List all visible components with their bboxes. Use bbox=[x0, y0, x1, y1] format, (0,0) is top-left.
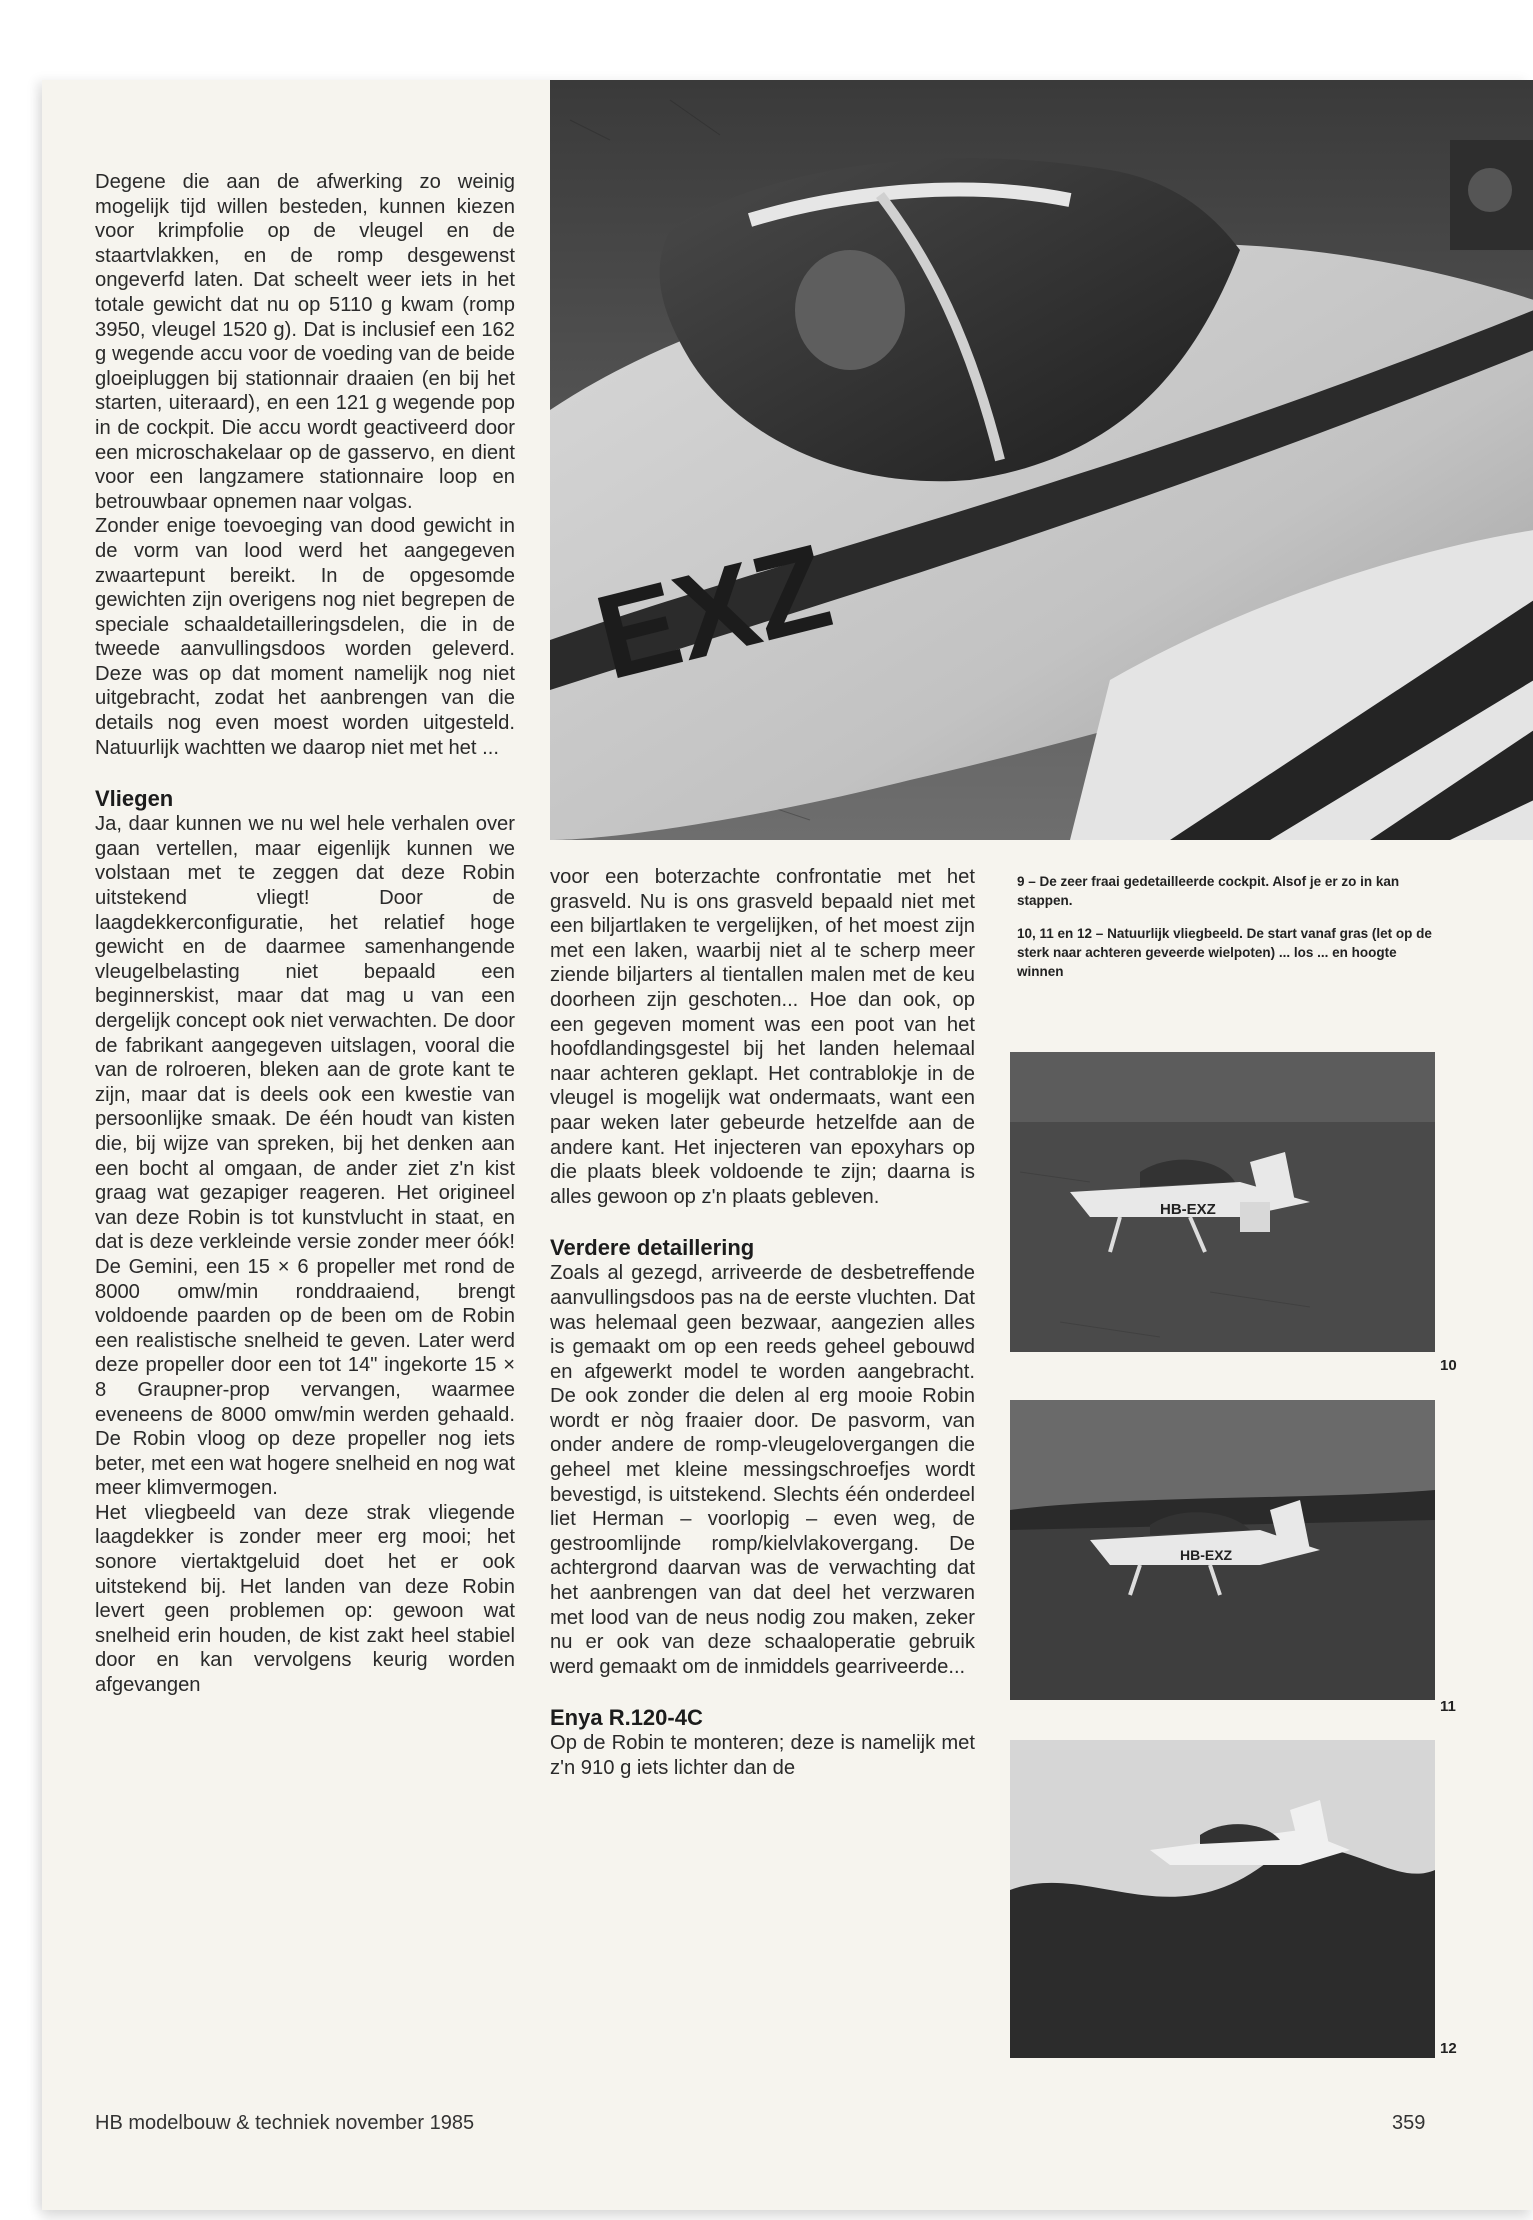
registration-label: HB-EXZ bbox=[1180, 1547, 1233, 1563]
paragraph: Degene die aan de afwerking zo weinig mogelijk tijd willen besteden, kunnen kiezen voor krimpfolie op de vleugel en de staartvlakken, en de romp desgewenst ongeverfd laten. Dat scheelt weer iets in het totale gewicht dat nu op 5110 g kwam (romp 3950, vleugel 1520 g). Dat is inclusief een 162 g wegende accu voor de voeding van de beide gloeipluggen bij stationnair draaien (en bij het starten, uiteraard), en een 121 g wegende pop in de cockpit. Die accu wordt geactiveerd door een microschakelaar op de gasservo, en dient voor een langzamere stationnaire loop en betrouwbaar opnemen naar volgas. bbox=[95, 171, 515, 513]
section-heading-detaillering: Verdere detaillering bbox=[550, 1235, 755, 1261]
paragraph: Op de Robin te monteren; deze is namelijk met z'n 910 g iets lichter dan de bbox=[550, 1732, 975, 1779]
paragraph: Het vliegbeeld van deze strak vliegende laagdekker is zonder meer erg mooi; het sonore viertaktgeluid doet het er ook uitstekend bij. Het landen van deze Robin levert geen problemen op: gewoon wat snelheid erin houden, de kist zakt heel stabiel door en kan vervolgens keurig worden afgevangen bbox=[95, 1501, 515, 1697]
figure-number-12: 12 bbox=[1440, 2040, 1457, 2057]
photo-captions bbox=[1017, 872, 1437, 995]
paragraph: Zoals al gezegd, arriveerde de desbetreffende aanvullingsdoos pas na de eerste vluchten. Dat was helemaal geen bezwaar, aangezien alles is gemaakt om op een reeds geheel gebouwd en afgewerkt model te worden aangebracht. De ook zonder die delen al erg mooie Robin wordt er nòg fraaier door. De pasvorm, van onder andere de romp-vleugelovergangen die geheel met kleine messingschroefjes wordt bevestigd, is uitstekend. Slechts één onderdeel liet Herman – voorlopig – even weg, de gestroomlijnde romp/kielvlakovergang. De achtergrond daarvan was de verwachting dat het aanbrengen van dat deel het verzwaren met lood van de neus nodig zou maken, zeker nu er ook van deze schaaloperatie gebruik werd gemaakt om de inmiddels gearriveerde... bbox=[550, 1262, 975, 1678]
section-heading-enya: Enya R.120-4C bbox=[550, 1705, 703, 1731]
article-column-1 bbox=[95, 170, 515, 1698]
article-column-2 bbox=[550, 865, 975, 1781]
paragraph: voor een boterzachte confrontatie met het grasveld. Nu is ons grasveld bepaald niet met een biljartlaken te vergelijken, of het moest zijn met een laken, waarbij niet al te scherp meer ziende biljarters al tientallen malen met de keu doorheen zijn geschoten... Hoe dan ook, op een gegeven moment was een poot van het hoofdlandingsgestel bij het landen helemaal naar achteren geklapt. Het contrablokje in de vleugel is mogelijk wat ondermaats, want een paar weken later gebeurde hetzelfde aan de andere kant. Het injecteren van epoxyhars op die plaats bleek voldoende te zijn; daarna is alles gewoon op z'n plaats gebleven. bbox=[550, 866, 975, 1208]
cockpit-photo bbox=[550, 80, 1533, 840]
takeoff-photo bbox=[1010, 1052, 1435, 1352]
figure-number-11: 11 bbox=[1440, 1698, 1456, 1715]
registration-label: HB-EXZ bbox=[1160, 1201, 1216, 1218]
paragraph: Ja, daar kunnen we nu wel hele verhalen over gaan vertellen, maar eigenlijk kunnen we volstaan met te zeggen dat deze Robin uitstekend vliegt! Door de laagdekkerconfiguratie, het relatief hoge gewicht en de daarmee samenhangende vleugelbelasting niet bepaald een beginnerskist, maar dat mag u van een dergelijk concept ook niet verwachten. De door de fabrikant aangegeven uitslagen, vooral die van de rolroeren, bleken aan de grote kant te zijn, maar dat is deels ook een kwestie van persoonlijke smaak. De één houdt van kisten die, bij wijze van spreken, bij het denken aan een bocht al omgaan, de ander ziet z'n kist graag wat gezapiger reageren. Het origineel van deze Robin is tot kunstvlucht in staat, en dat is deze verkleinde versie zonder meer óók! De Gemini, een 15 × 6 propeller met rond de 8000 omw/min ronddraaiend, brengt voldoende paarden op de been om de Robin een realistische snelheid te geven. Later werd deze propeller door een tot 14" ingekorte 15 × 8 Graupner-prop vervangen, waarmee eveneens de 8000 omw/min werden gehaald. De Robin vloog op deze propeller nog iets beter, met een wat hogere snelheid en nog wat meer klimvermogen. bbox=[95, 813, 515, 1500]
publication-footer: HB modelbouw & techniek november 1985 bbox=[95, 2112, 475, 2134]
main-registration: EXZ bbox=[583, 518, 843, 706]
paragraph: Zonder enige toevoeging van dood gewicht in de vorm van lood werd het aangegeven zwaartepunt bereikt. In de opgesomde gewichten zijn overigens nog niet begrepen de speciale schaaldetailleringsdelen, die in de tweede aanvullingsdoos worden geleverd. Deze was op dat moment namelijk nog niet uitgebracht, zodat het aanbrengen van die details nog even moest worden uitgesteld. Natuurlijk wachtten we daarop niet met het ... bbox=[95, 515, 515, 759]
liftoff-photo bbox=[1010, 1400, 1435, 1700]
caption-10-12: 10, 11 en 12 – Natuurlijk vliegbeeld. De start vanaf gras (let op de sterk naar achteren geveerde wielpoten) ... los ... en hoogte winnen bbox=[1017, 926, 1432, 979]
caption-9: 9 – De zeer fraai gedetailleerde cockpit. Alsof je er zo in kan stappen. bbox=[1017, 874, 1400, 908]
figure-number-10: 10 bbox=[1440, 1357, 1457, 1374]
climb-photo bbox=[1010, 1740, 1435, 2058]
page-number: 359 bbox=[1392, 2112, 1426, 2134]
section-heading-vliegen: Vliegen bbox=[95, 786, 174, 812]
